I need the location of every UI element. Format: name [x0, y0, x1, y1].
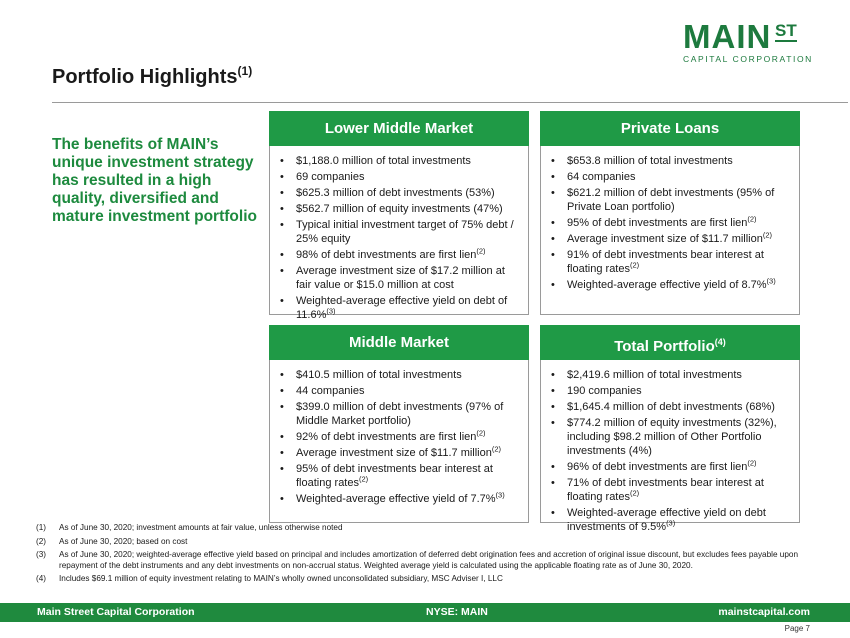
footnote-ref: (2): [476, 428, 486, 438]
footnote: [36, 523, 816, 534]
box-header-footnote-ref: (4): [714, 337, 726, 347]
bullet-item: [549, 460, 791, 474]
bullet-text: Weighted-average effective yield of 7.7%: [296, 493, 496, 505]
bullet-text: $621.2 million of debt investments (95% of Private Loan portfolio): [567, 187, 775, 213]
footnote-ref: (2): [629, 260, 640, 270]
bullet-item: [549, 216, 791, 230]
footnote-ref: (2): [629, 488, 640, 498]
bullet-item: [278, 384, 520, 398]
bullet-text: $774.2 million of equity investments (32%), including $98.2 million of Other Portfolio investments (4%): [567, 417, 777, 457]
footnote-ref: (3): [666, 518, 676, 528]
bullet-text: $1,645.4 million of debt investments (68%): [567, 401, 775, 413]
box-header: Private Loans: [540, 111, 800, 146]
box-header: Lower Middle Market: [269, 111, 529, 146]
bullet-item: [278, 462, 520, 490]
bullet-item: [549, 400, 791, 414]
bullet-text: 64 companies: [567, 171, 636, 183]
company-logo: [683, 20, 811, 62]
footnote-ref: (3): [326, 306, 336, 316]
bullet-item: [278, 264, 520, 292]
bullet-item: [278, 430, 520, 444]
logo-subtitle: CAPITAL CORPORATION: [683, 54, 813, 64]
title-divider: [52, 102, 848, 103]
tagline: The benefits of MAIN’s unique investment strategy has resulted in a high quality, diversified and mature investment portfolio: [52, 136, 257, 225]
footnote-ref: (3): [495, 490, 505, 500]
bullet-item: [549, 154, 791, 168]
footnote-ref: (3): [766, 276, 776, 286]
box-header: [540, 325, 800, 360]
bullet-item: [278, 170, 520, 184]
bullet-text: 98% of debt investments are first lien: [296, 249, 477, 261]
footnote-ref: (2): [747, 458, 757, 468]
bullet-text: 95% of debt investments bear interest at floating rates: [296, 463, 493, 489]
bullet-item: [549, 248, 791, 276]
bullet-item: [278, 368, 520, 382]
bullet-text: Weighted-average effective yield on debt of 11.6%: [296, 295, 508, 321]
bullet-text: Average investment size of $11.7 million: [296, 447, 492, 459]
bullet-item: [278, 294, 520, 322]
bullet-text: $399.0 million of debt investments (97% of Middle Market portfolio): [296, 401, 504, 427]
bullet-text: 190 companies: [567, 385, 642, 397]
bullet-item: [549, 278, 791, 292]
footnote-number: (4): [36, 574, 47, 583]
footer-company: Main Street Capital Corporation: [37, 606, 195, 618]
footnote-ref: (2): [491, 444, 502, 454]
footnote-text: As of June 30, 2020; weighted-average effective yield based on principal and includes amortization of deferred debt origination fees and accretion of original issue discount, but excludes fees payable upon repayment of the debt instruments and any debt investments on non-accrual status. Weighted average yield is calculated using the applicable floating rate as of June 30, 2020.: [59, 550, 799, 570]
bullet-text: 44 companies: [296, 385, 365, 397]
bullet-item: [549, 416, 791, 458]
bullet-text: $410.5 million of total investments: [296, 369, 462, 381]
box-total-portfolio: [540, 325, 800, 533]
bullet-item: [549, 476, 791, 504]
footnotes: [36, 523, 816, 588]
bullet-list: [549, 368, 791, 536]
bullet-item: [549, 232, 791, 246]
bullet-list: [549, 154, 791, 294]
page-title-footnote-ref: (1): [237, 64, 253, 78]
bullet-item: [278, 154, 520, 168]
bullet-item: [278, 202, 520, 216]
footer-ticker: NYSE: MAIN: [426, 606, 488, 618]
bullet-text: Average investment size of $11.7 million: [567, 233, 763, 245]
bullet-text: Typical initial investment target of 75% debt / 25% equity: [296, 219, 514, 245]
footnote: [36, 574, 816, 585]
bullet-text: $562.7 million of equity investments (47%): [296, 203, 503, 215]
logo-main-text: MAIN: [683, 18, 772, 55]
footnote-ref: (2): [358, 474, 369, 484]
footnote: [36, 537, 816, 548]
box-private-loans: [540, 111, 800, 315]
footnote-text: Includes $69.1 million of equity investment relating to MAIN’s wholly owned unconsolidated subsidiary, MSC Adviser I, LLC: [59, 574, 503, 583]
bullet-text: 91% of debt investments bear interest at floating rates: [567, 249, 764, 275]
logo-st-text: ST: [775, 21, 797, 40]
footnote-ref: (2): [762, 230, 773, 240]
bullet-text: 92% of debt investments are first lien: [296, 431, 477, 443]
footnote-text: As of June 30, 2020; investment amounts at fair value, unless otherwise noted: [59, 523, 343, 532]
bullet-item: [549, 384, 791, 398]
footnote-number: (2): [36, 536, 47, 546]
footer-bar: [0, 603, 850, 622]
bullet-item: [549, 170, 791, 184]
bullet-item: [278, 492, 520, 506]
footnote-ref: (2): [747, 214, 757, 224]
bullet-text: 95% of debt investments are first lien: [567, 217, 748, 229]
bullet-text: 69 companies: [296, 171, 365, 183]
page-title: [52, 66, 252, 89]
footnote: [36, 550, 816, 571]
bullet-text: Average investment size of $17.2 million at fair value or $15.0 million at cost: [296, 265, 505, 291]
bullet-item: [278, 446, 520, 460]
bullet-text: $625.3 million of debt investments (53%): [296, 187, 495, 199]
bullet-text: $1,188.0 million of total investments: [296, 155, 471, 167]
bullet-item: [549, 368, 791, 382]
bullet-text: $653.8 million of total investments: [567, 155, 733, 167]
bullet-item: [278, 186, 520, 200]
box-header-text: Total Portfolio: [614, 338, 715, 355]
bullet-item: [278, 248, 520, 262]
bullet-list: [278, 368, 520, 508]
page-number: Page 7: [784, 624, 810, 633]
footnote-ref: (2): [476, 246, 486, 256]
bullet-item: [549, 186, 791, 214]
footnote-text: As of June 30, 2020; based on cost: [59, 536, 188, 546]
bullet-list: [278, 154, 520, 324]
footnote-number: (1): [36, 523, 47, 532]
bullet-item: [278, 218, 520, 246]
box-lower-middle-market: [269, 111, 529, 321]
bullet-text: 71% of debt investments bear interest at floating rates: [567, 477, 764, 503]
bullet-text: $2,419.6 million of total investments: [567, 369, 742, 381]
bullet-text: Weighted-average effective yield on debt investments of 9.5%: [567, 507, 766, 533]
box-header: Middle Market: [269, 325, 529, 360]
bullet-item: [278, 400, 520, 428]
bullet-text: 96% of debt investments are first lien: [567, 461, 748, 473]
page-title-text: Portfolio Highlights: [52, 66, 238, 88]
box-middle-market: [269, 325, 529, 523]
bullet-text: Weighted-average effective yield of 8.7%: [567, 279, 767, 291]
footer-website[interactable]: mainstcapital.com: [718, 606, 810, 618]
footnote-number: (3): [36, 550, 47, 559]
